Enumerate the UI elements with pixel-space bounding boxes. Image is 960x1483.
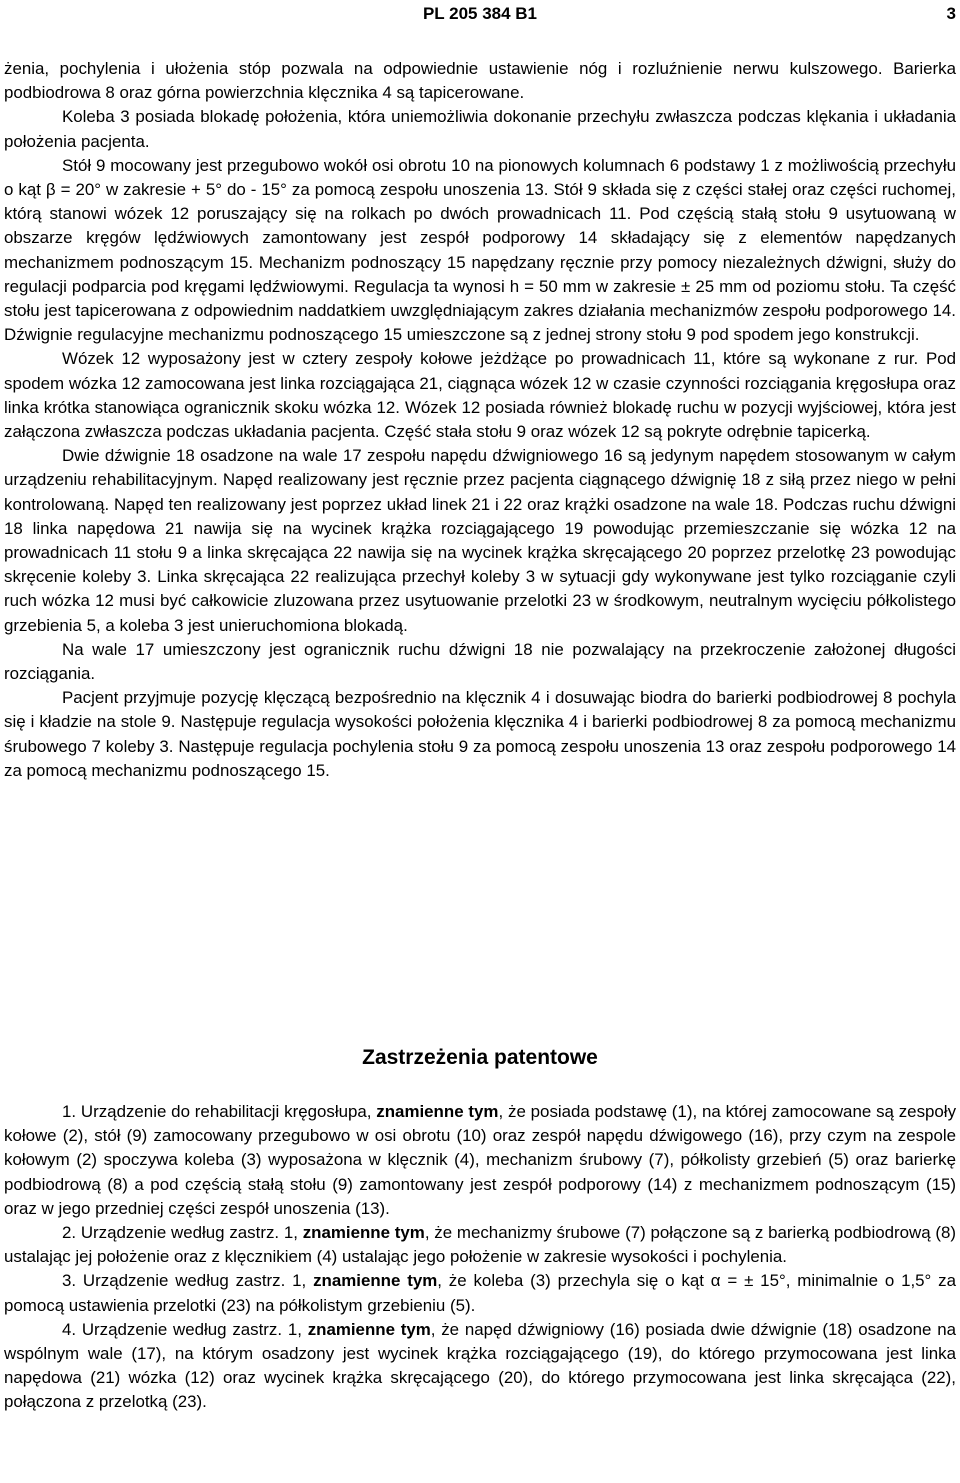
- claim: [4, 1269, 956, 1317]
- paragraph: Koleba 3 posiada blokadę położenia, która uniemożliwia dokonanie przechyłu zwłaszcza podczas klękania i układania położenia pacjenta.: [4, 107, 956, 151]
- publication-number: PL 205 384 B1: [422, 4, 538, 23]
- claim-text: , że mechanizmy śrubowe (7) połączone są z barierką podbiodrową (8) ustalając jej położenie oraz z klęcznikiem (4) ustalając jego położenie w zakresie wysokości i pochylenia.: [4, 1223, 957, 1267]
- paragraph: Pacjent przyjmuje pozycję klęczącą bezpośrednio na klęcznik 4 i dosuwając biodra do barierki podbiodrowej 8 pochyla się i kładzie na stole 9. Następuje regulacja wysokości położenia klęcznika 4 i barierki podbiodrowej 8 za pomocą mechanizmu śrubowego 7 koleby 3. Następuje regulacja pochylenia stołu 9 za pomocą zespołu unoszenia 13 oraz zespołu podporowego 14 za pomocą mechanizmu podnoszącego 15.: [4, 688, 956, 780]
- claim-text: , że napęd dźwigniowy (16) posiada dwie dźwignie (18) osadzone na wspólnym wale (17), na którym osadzony jest wycinek krążka rozciągającego (19), do którego przymocowana jest linka napędowa (21) wózka (12) oraz wycinek krążka skręcającego (20), do którego przymocowana jest linka skręcająca (22), połączona z przelotką (23).: [4, 1319, 956, 1412]
- claim: [4, 1100, 956, 1221]
- claims-list: [4, 1100, 956, 1415]
- claim-text: 3. Urządzenie według zastrz. 1,: [62, 1271, 314, 1291]
- claim-keyword: znamienne tym: [313, 1271, 438, 1291]
- paragraph: Na wale 17 umieszczony jest ogranicznik ruchu dźwigni 18 nie pozwalający na przekroczenie założonej długości rozciągania.: [4, 639, 956, 684]
- claim-text: 2. Urządzenie według zastrz. 1,: [62, 1223, 303, 1243]
- claim-keyword: znamienne tym: [302, 1223, 425, 1243]
- claim-text: , że posiada podstawę (1), na której zamocowane są zespoły kołowe (2), stół (9) zamocowany przegubowo w osi obrotu (10) oraz zespół napędu dźwigowego (16), przy czym na zespole kołowym (2) spoczywa koleba (3) wyposażona w klęcznik (4), mechanizm śrubowy (7), półkolisty grzebień (5) oraz barierkę podbiodrową (8) a pod częścią stałą stołu (9) zamontowany jest zespół podporowy (14) z mechanizmem podnoszącym (15) oraz w jego przedniej części zespół unoszenia (13).: [4, 1102, 957, 1218]
- page-number: 3: [946, 4, 956, 23]
- paragraph: Dwie dźwignie 18 osadzone na wale 17 zespołu napędu dźwigniowego 16 są jedynym napędem stosowanym w całym urządzeniu rehabilitacyjnym. Napęd realizowany jest ręcznie przez pacjenta ciągnącego dźwignię 18 z siłą przez niego w pełni kontrolowaną. Napęd ten realizowany jest poprzez układ linek 21 i 22 oraz krążki osadzone na wale 18. Podczas ruchu dźwigni 18 linka napędowa 21 nawija się na wycinek krążka rozciągającego 19 powodując przemieszczanie się wózka 12 na prowadnicach 11 stołu 9 a linka skręcająca 22 nawija się na wycinek krążka skręcającego 20 poprzez przelotkę 23 powodując skręcenie koleby 3. Linka skręcająca 22 realizująca przechył koleby 3 w sytuacji gdy wykonywane jest tylko rozciąganie czyli ruch wózka 12 musi być całkowicie zluzowana przez usytuowanie przelotki 23 w środkowym, neutralnym wycięciu półkolistego grzebienia 5, a koleba 3 jest unieruchomiona blokadą.: [4, 446, 956, 635]
- paragraph: żenia, pochylenia i ułożenia stóp pozwala na odpowiednie ustawienie nóg i rozluźnienie nerwu kulszowego. Barierka podbiodrowa 8 oraz górna powierzchnia klęcznika 4 są tapicerowane.: [4, 59, 956, 103]
- claim-text: 1. Urządzenie do rehabilitacji kręgosłupa,: [62, 1102, 377, 1121]
- claims-title: Zastrzeżenia patentowe: [362, 1046, 598, 1069]
- claim-text: 4. Urządzenie według zastrz. 1,: [62, 1319, 308, 1339]
- claim-keyword: znamienne tym: [307, 1319, 431, 1339]
- claim: [4, 1221, 956, 1269]
- paragraph: Stół 9 mocowany jest przegubowo wokół osi obrotu 10 na pionowych kolumnach 6 podstawy 1 z możliwością przechyłu o kąt β = 20° w zakresie + 5° do - 15° za pomocą zespołu unoszenia 13. Stół 9 składa się z części stałej oraz części ruchomej, którą stanowi wózek 12 poruszający się na rolkach po dwóch prowadnicach 11. Pod częścią stałą stołu 9 usytuowaną w obszarze kręgów lędźwiowych zamontowany jest zespół podporowy 14 składający się z elementów napędzanych mechanizmem podnoszącym 15. Mechanizm podnoszący 15 napędzany ręcznie przy pomocy niezależnych dźwigni, służy do regulacji podparcia pod kręgami lędźwiowymi. Regulacja ta wynosi h = 50 mm w zakresie ± 25 mm od poziomu stołu. Ta część stołu jest tapicerowana z odpowiednim naddatkiem uwzględniającym zakres działania mechanizmów zespołu podporowego 14. Dźwignie regulacyjne mechanizmu podnoszącego 15 umieszczone są z jednej strony stołu 9 pod spodem jego konstrukcji.: [4, 155, 956, 345]
- claim-text: , że koleba (3) przechyla się o kąt α = ± 15°, minimalnie o 1,5° za pomocą ustawienia przelotki (23) na półkolistym grzebieniu (5).: [4, 1271, 956, 1315]
- page-header: [0, 4, 960, 26]
- description-body: [4, 57, 956, 783]
- claim-keyword: znamienne tym: [376, 1102, 499, 1121]
- paragraph: Wózek 12 wyposażony jest w cztery zespoły kołowe jeżdżące po prowadnicach 11, które są wykonane z rur. Pod spodem wózka 12 zamocowana jest linka rozciągająca 21, ciągnąca wózek 12 w czasie czynności rozciągania kręgosłupa oraz linka krótka stanowiąca ogranicznik skoku wózka 12. Wózek 12 posiada również blokadę ruchu w pozycji wyjściowej, która jest załączona zwłaszcza podczas układania pacjenta. Część stała stołu 9 oraz wózek 12 są pokryte odrębnie tapicerką.: [4, 349, 956, 442]
- claim: [4, 1318, 956, 1415]
